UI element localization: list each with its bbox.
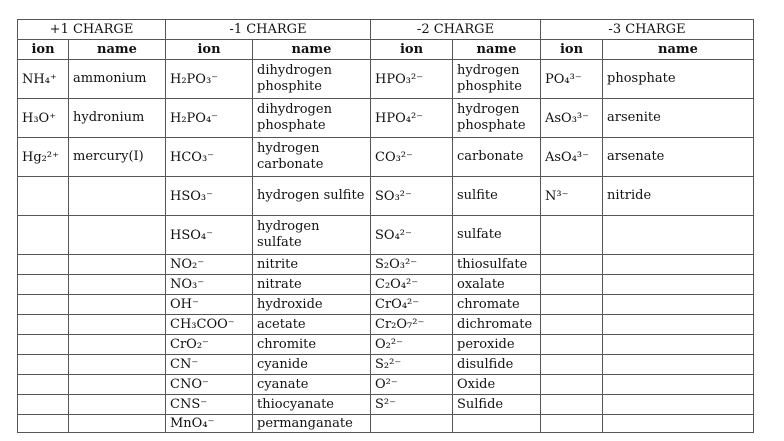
ion-formula-cell xyxy=(541,275,603,295)
ion-formula-cell: HSO₃⁻ xyxy=(166,177,253,216)
ion-formula-cell: O²⁻ xyxy=(371,375,453,395)
ion-name-cell: nitrite xyxy=(253,255,371,275)
ion-name-cell: permanganate xyxy=(253,415,371,433)
ion-formula-cell xyxy=(18,275,69,295)
ion-name-cell: sulfate xyxy=(453,216,541,255)
ion-formula-cell: AsO₃³⁻ xyxy=(541,99,603,138)
ion-formula-cell xyxy=(18,295,69,315)
ion-formula-cell: H₃O⁺ xyxy=(18,99,69,138)
table-row xyxy=(18,275,754,295)
ion-formula-cell: CO₃²⁻ xyxy=(371,138,453,177)
ion-formula-cell xyxy=(541,315,603,335)
table-row xyxy=(18,60,754,99)
table-row xyxy=(18,216,754,255)
column-header-row xyxy=(18,40,754,60)
ion-column-header: ion xyxy=(541,40,603,60)
ion-name-cell: arsenate xyxy=(603,138,754,177)
ion-formula-cell: CNS⁻ xyxy=(166,395,253,415)
ion-formula-cell: NH₄⁺ xyxy=(18,60,69,99)
ion-formula-cell: HPO₃²⁻ xyxy=(371,60,453,99)
ion-formula-cell: NO₃⁻ xyxy=(166,275,253,295)
ion-formula-cell: CrO₄²⁻ xyxy=(371,295,453,315)
name-column-header: name xyxy=(453,40,541,60)
ion-formula-cell xyxy=(18,395,69,415)
ion-name-cell: cyanide xyxy=(253,355,371,375)
ion-name-cell xyxy=(69,295,166,315)
ion-name-cell: hydrogen sulfate xyxy=(253,216,371,255)
ion-formula-cell xyxy=(18,415,69,433)
ion-name-cell xyxy=(69,315,166,335)
minus2-charge-header: -2 CHARGE xyxy=(371,20,541,40)
ion-formula-cell xyxy=(371,415,453,433)
ion-name-cell: hydrogen carbonate xyxy=(253,138,371,177)
ion-name-cell: thiosulfate xyxy=(453,255,541,275)
ion-name-cell: oxalate xyxy=(453,275,541,295)
ion-formula-cell: H₂PO₄⁻ xyxy=(166,99,253,138)
ion-name-cell: dihydrogen phosphite xyxy=(253,60,371,99)
ion-name-cell xyxy=(69,415,166,433)
ion-name-cell: hydrogen phosphate xyxy=(453,99,541,138)
ion-formula-cell xyxy=(18,216,69,255)
ion-formula-cell: Cr₂O₇²⁻ xyxy=(371,315,453,335)
ion-name-cell: sulfite xyxy=(453,177,541,216)
ion-formula-cell xyxy=(541,216,603,255)
name-column-header: name xyxy=(69,40,166,60)
ion-name-cell: hydrogen phosphite xyxy=(453,60,541,99)
ion-name-cell: nitride xyxy=(603,177,754,216)
ion-formula-cell xyxy=(18,315,69,335)
ion-name-cell: chromite xyxy=(253,335,371,355)
ion-name-cell xyxy=(603,415,754,433)
ion-name-cell xyxy=(603,335,754,355)
table-row xyxy=(18,138,754,177)
ion-formula-cell xyxy=(541,395,603,415)
ion-name-cell xyxy=(603,275,754,295)
table-row xyxy=(18,99,754,138)
ion-formula-cell: CrO₂⁻ xyxy=(166,335,253,355)
ion-formula-cell: SO₄²⁻ xyxy=(371,216,453,255)
plus1-charge-header: +1 CHARGE xyxy=(18,20,166,40)
ion-formula-cell: C₂O₄²⁻ xyxy=(371,275,453,295)
ion-name-cell: phosphate xyxy=(603,60,754,99)
table-row xyxy=(18,177,754,216)
ion-formula-cell: S₂²⁻ xyxy=(371,355,453,375)
ion-formula-cell xyxy=(18,375,69,395)
ion-formula-cell: PO₄³⁻ xyxy=(541,60,603,99)
ion-formula-cell: CN⁻ xyxy=(166,355,253,375)
ion-formula-cell: Hg₂²⁺ xyxy=(18,138,69,177)
ion-name-cell: ammonium xyxy=(69,60,166,99)
ion-name-cell xyxy=(603,255,754,275)
ion-formula-cell: MnO₄⁻ xyxy=(166,415,253,433)
ion-formula-cell: O₂²⁻ xyxy=(371,335,453,355)
ion-name-cell: peroxide xyxy=(453,335,541,355)
ion-name-cell: hydronium xyxy=(69,99,166,138)
ion-name-cell: acetate xyxy=(253,315,371,335)
ion-formula-cell xyxy=(18,355,69,375)
ion-charge-table xyxy=(17,19,754,433)
ion-formula-cell: OH⁻ xyxy=(166,295,253,315)
name-column-header: name xyxy=(253,40,371,60)
ion-column-header: ion xyxy=(18,40,69,60)
ion-name-cell: Sulfide xyxy=(453,395,541,415)
table-row xyxy=(18,335,754,355)
ion-formula-cell xyxy=(541,295,603,315)
ion-name-cell xyxy=(603,355,754,375)
ion-formula-cell xyxy=(541,375,603,395)
ion-formula-cell xyxy=(18,177,69,216)
ion-formula-cell: HCO₃⁻ xyxy=(166,138,253,177)
ion-name-cell: mercury(I) xyxy=(69,138,166,177)
ion-name-cell xyxy=(69,177,166,216)
ion-formula-cell: SO₃²⁻ xyxy=(371,177,453,216)
ion-formula-cell xyxy=(541,335,603,355)
ion-column-header: ion xyxy=(166,40,253,60)
table-row xyxy=(18,395,754,415)
ion-name-cell: Oxide xyxy=(453,375,541,395)
table-row xyxy=(18,315,754,335)
ion-formula-cell: N³⁻ xyxy=(541,177,603,216)
ion-name-cell: cyanate xyxy=(253,375,371,395)
ion-name-cell xyxy=(603,375,754,395)
ion-name-cell xyxy=(603,395,754,415)
ion-name-cell: disulfide xyxy=(453,355,541,375)
ion-formula-cell: HPO₄²⁻ xyxy=(371,99,453,138)
ion-formula-cell: H₂PO₃⁻ xyxy=(166,60,253,99)
ion-name-cell xyxy=(603,295,754,315)
ion-name-cell xyxy=(69,255,166,275)
ion-formula-cell xyxy=(18,255,69,275)
ion-name-cell: arsenite xyxy=(603,99,754,138)
ion-formula-cell xyxy=(541,355,603,375)
ion-name-cell xyxy=(603,216,754,255)
table-row xyxy=(18,295,754,315)
ion-name-cell: chromate xyxy=(453,295,541,315)
charge-header-row xyxy=(18,20,754,40)
ion-name-cell: nitrate xyxy=(253,275,371,295)
ion-formula-cell xyxy=(541,415,603,433)
ion-name-cell xyxy=(69,355,166,375)
name-column-header: name xyxy=(603,40,754,60)
ion-name-cell xyxy=(69,275,166,295)
minus1-charge-header: -1 CHARGE xyxy=(166,20,371,40)
ion-name-cell: thiocyanate xyxy=(253,395,371,415)
minus3-charge-header: -3 CHARGE xyxy=(541,20,754,40)
ion-name-cell xyxy=(69,335,166,355)
ion-formula-cell: AsO₄³⁻ xyxy=(541,138,603,177)
ion-table-body xyxy=(18,60,754,433)
ion-name-cell xyxy=(453,415,541,433)
table-row xyxy=(18,375,754,395)
ion-formula-cell xyxy=(18,335,69,355)
ion-formula-cell: CNO⁻ xyxy=(166,375,253,395)
ion-name-cell xyxy=(69,395,166,415)
ion-name-cell xyxy=(603,315,754,335)
ion-name-cell: hydrogen sulfite xyxy=(253,177,371,216)
ion-formula-cell xyxy=(541,255,603,275)
table-row xyxy=(18,415,754,433)
ion-formula-cell: HSO₄⁻ xyxy=(166,216,253,255)
ion-name-cell xyxy=(69,375,166,395)
ion-name-cell: dihydrogen phosphate xyxy=(253,99,371,138)
table-row xyxy=(18,255,754,275)
ion-column-header: ion xyxy=(371,40,453,60)
ion-formula-cell: NO₂⁻ xyxy=(166,255,253,275)
ion-formula-cell: CH₃COO⁻ xyxy=(166,315,253,335)
ion-name-cell: carbonate xyxy=(453,138,541,177)
ion-name-cell: hydroxide xyxy=(253,295,371,315)
ion-name-cell xyxy=(69,216,166,255)
ion-formula-cell: S₂O₃²⁻ xyxy=(371,255,453,275)
table-row xyxy=(18,355,754,375)
ion-name-cell: dichromate xyxy=(453,315,541,335)
ion-formula-cell: S²⁻ xyxy=(371,395,453,415)
